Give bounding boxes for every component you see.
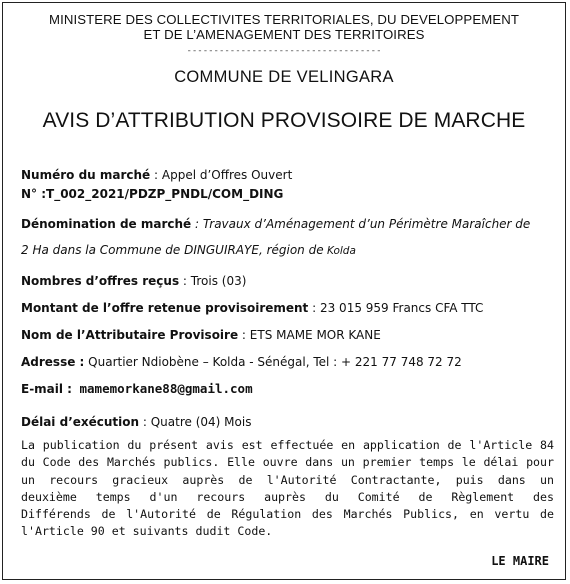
ministry-header xyxy=(3,12,565,42)
notice-title: AVIS D’ATTRIBUTION PROVISOIRE DE MARCHE xyxy=(42,109,526,132)
contract-number-label: Numéro du marché xyxy=(21,168,151,182)
paragraph-line-1: La publication du présent avis est effectuée en application de l'Article 84 xyxy=(21,438,554,452)
contract-denomination-row xyxy=(21,216,551,233)
header-separator: ------------------------------------ xyxy=(186,46,382,56)
commune-name: COMMUNE DE VELINGARA xyxy=(174,68,394,86)
award-notice xyxy=(2,2,566,580)
paragraph-line-5: Différends de l'Autorité de Régulation des Marchés Publics, en vertu de xyxy=(21,507,554,522)
paragraph-line-6: l'Article 90 et suivants dudit Code. xyxy=(21,524,273,539)
contract-number-value: : Appel d’Offres Ouvert xyxy=(150,168,293,182)
mayor-signature: LE MAIRE xyxy=(491,554,549,568)
contract-reference-row xyxy=(21,186,551,203)
contract-denomination-row-2 xyxy=(21,242,551,260)
address-value: Quartier Ndiobène – Kolda - Sénégal, Tel : + 221 77 748 72 72 xyxy=(84,355,462,369)
email-value[interactable]: mamemorkane88@gmail.com xyxy=(71,381,253,396)
execution-delay-row xyxy=(21,414,551,431)
email-row xyxy=(21,380,551,398)
offer-amount-value: : 23 015 959 Francs CFA TTC xyxy=(308,301,484,315)
awardee-label: Nom de l’Attributaire Provisoire xyxy=(21,328,239,342)
address-label: Adresse : xyxy=(21,355,85,369)
email-label: E-mail : xyxy=(21,382,72,396)
execution-delay-value: : Quatre (04) Mois xyxy=(139,415,252,429)
paragraph-line-3: un recours gracieux auprès de l'Autorité Contractante, puis dans un xyxy=(21,472,554,487)
ministry-line-2: ET DE L’AMENAGEMENT DES TERRITOIRES xyxy=(143,27,425,42)
address-row xyxy=(21,354,551,371)
awardee-row xyxy=(21,327,551,344)
denomination-value: : Travaux d’Aménagement d’un Périmètre Maraîcher de xyxy=(191,217,531,231)
legal-paragraph xyxy=(21,437,554,541)
offers-count-label: Nombres d’offres reçus xyxy=(21,274,180,288)
ministry-line-1: MINISTERE DES COLLECTIVITES TERRITORIALES, DU DEVELOPPEMENT xyxy=(48,12,519,27)
offer-amount-row xyxy=(21,300,551,317)
denomination-value-continued: 2 Ha dans la Commune de DINGUIRAYE, région de xyxy=(21,243,324,257)
awardee-value: : ETS MAME MOR KANE xyxy=(238,328,381,342)
contract-number-row xyxy=(21,167,551,184)
denomination-region: Kolda xyxy=(323,245,356,257)
denomination-label: Dénomination de marché xyxy=(21,217,192,231)
execution-delay-label: Délai d’exécution xyxy=(21,415,140,429)
paragraph-line-2: du Code des Marchés publics. Elle ouvre dans un premier temps le délai pour xyxy=(21,455,554,470)
offers-count-value: : Trois (03) xyxy=(179,274,247,288)
offer-amount-label: Montant de l’offre retenue provisoirement xyxy=(21,301,309,315)
contract-reference: N° :T_002_2021/PDZP_PNDL/COM_DING xyxy=(21,187,284,201)
paragraph-line-4: deuxième temps d'un recours auprès du Comité de Règlement des xyxy=(21,489,554,504)
offers-count-row xyxy=(21,273,551,290)
